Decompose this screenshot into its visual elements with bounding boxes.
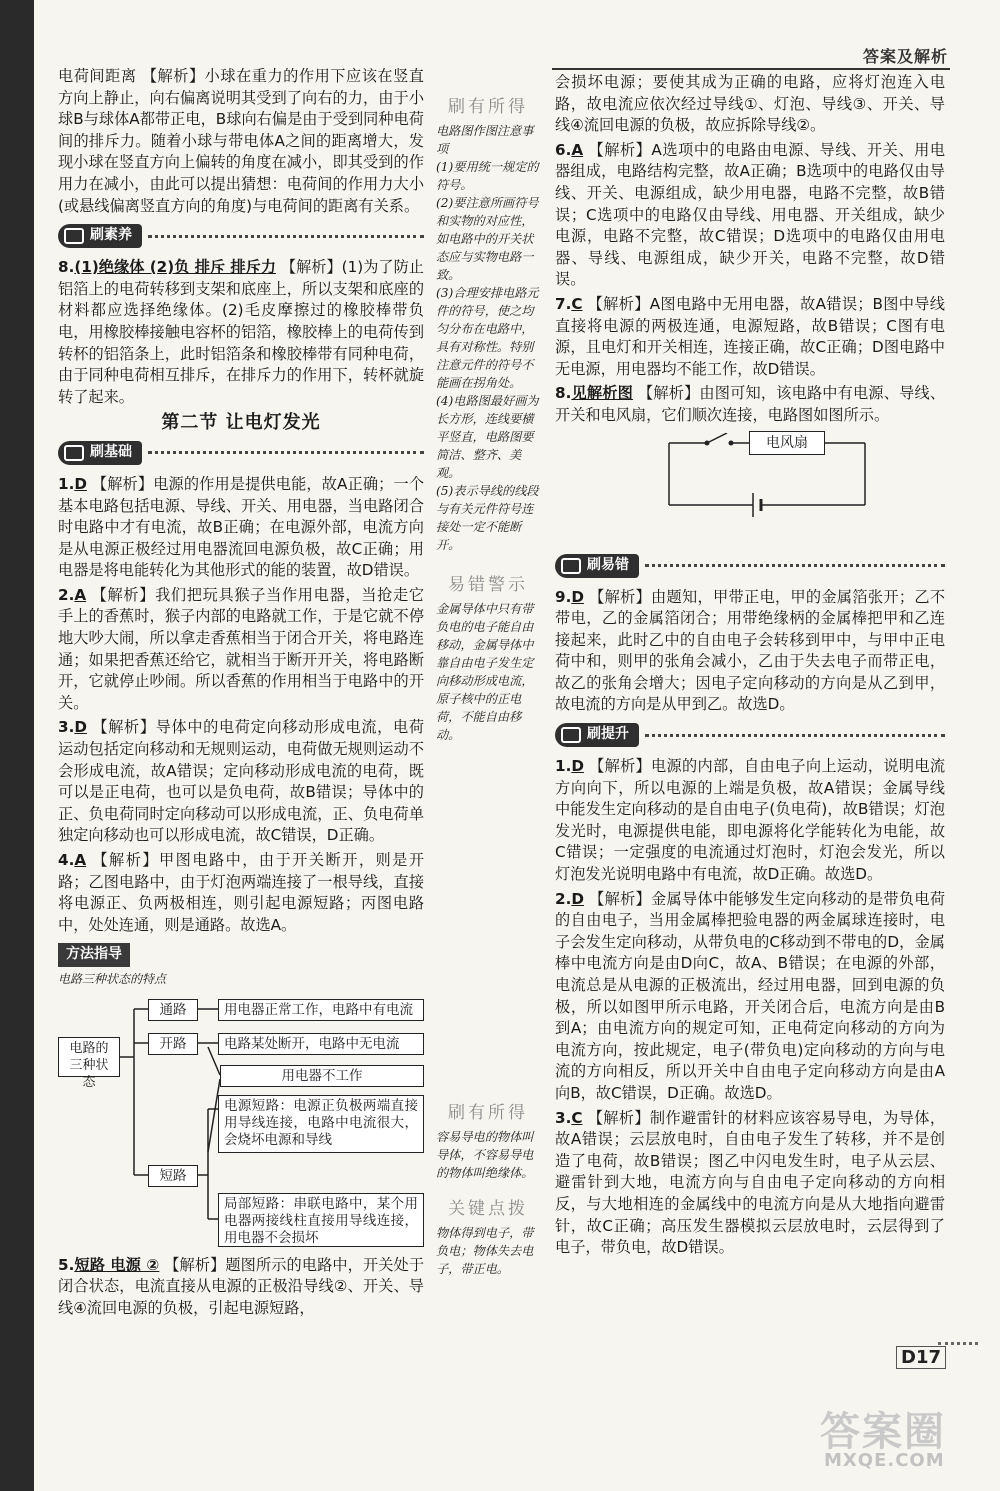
right-column <box>555 72 945 1262</box>
question-r3: 3.C 【解析】制作避雷针的材料应该容易导电，为导体，故A错误；云层放电时，自由电子发生了转移，并不是创造了电荷，故B错误；图乙中闪电发生时，电子从云层、避雷针到大地，电流方向与自由电子定向移动的方向相反，与大地相连的金属线中的电流方向是从大地指向避雷针，故C正确；高压发生器模拟云层放电时，云层得到了电子，带负电，故D错误。 <box>555 1108 946 1257</box>
book-icon <box>64 445 84 461</box>
paragraph-intro: 电荷间距离 【解析】小球在重力的作用下应该在竖直方向上静止，向右偏离说明其受到了向右的力，由于小球B与球体A都带正电，B球向右偏是由于受到同种电荷间的排斥力。随着小球与带电体A之间的距离增大，发现小球在竖直方向上偏转的角度在减小，即其受到的作用力在减小，由此可以提出猜想：电荷间的作用力大小(或悬线偏离竖直方向的角度)与电荷间的距离有关系。 <box>58 67 424 215</box>
watermark-url: MXQE.COM <box>824 1450 945 1471</box>
diagram-power-short: 电源短路：电源正负极两端直接用导线连接，电路中电流很大，会烧坏电源和导线 <box>218 1095 424 1153</box>
side-heading-key-points: 关键点拨 <box>448 1199 528 1219</box>
side-note: (4)电路图最好画为长方形，连线要横平竖直，电路图要简洁、整齐、美观。 <box>436 394 539 480</box>
circuit-states-diagram <box>58 997 424 1247</box>
question-5: 5.短路 电源 ② 【解析】题图所示的电路中，开关处于闭合状态，电流直接从电源的正极沿导线②、开关、导线④流回电源的负极，引起电源短路， <box>58 1255 425 1317</box>
diagram-root: 电路的三种状态 <box>58 1037 120 1077</box>
section-title: 第二节 让电灯发光 <box>161 412 321 434</box>
diagram-duanlu: 短路 <box>148 1165 198 1187</box>
header-title: 答案及解析 <box>862 47 948 66</box>
dotted-rule <box>148 451 424 454</box>
side-note: (1)要用统一规定的符号。 <box>436 160 539 192</box>
question-6: 6.A 【解析】A选项中的电路由电源、导线、开关、用电器组成，电路结构完整，故A正确；B选项中的电路仅由导线、开关、电源组成，缺少用电器，电路不完整，故B错误；C选项中的电路仅由导线、用电器、开关组成，缺少电源，电路不完整，故C错误；D选项中的电路仅由用电器、导线、电源组成，缺少开关，电路不完整，故D错误。 <box>555 140 946 289</box>
question-9: 9.D 【解析】由题知，甲带正电，甲的金属箔张开；乙不带电，乙的金属箔闭合；用带绝缘柄的金属棒把甲和乙连接起来，此时乙中的自由电子会转移到甲中，与甲中正电荷中和，则甲的张角会减小，乙由于失去电子而带正电，故乙的张角会增大；因电子定向移动的方向是从乙到甲，故电流的方向是从甲到乙。故选D。 <box>555 587 946 714</box>
question-8: 8.(1)绝缘体 (2)负 排斥 排斥力 【解析】(1)为了防止铝箔上的电荷转移到支架和底座上，所以支架和底座的材料都应选择绝缘体。(2)毛皮摩擦过的橡胶棒带负电，用橡胶棒接触电容杯的铝箔，橡胶棒上的电荷传到转杯的铝箔条上，此时铝箔条和橡胶棒带有同种电荷，由于同种电荷相互排斥，在排斥力的作用下，转杯就旋转了起来。 <box>58 258 424 406</box>
diagram-local-short: 局部短路：串联电路中，某个用电器两接线柱直接用导线连接，用电器不会损坏 <box>218 1193 424 1247</box>
side-note: 电路图作图注意事项 <box>436 124 534 156</box>
book-icon <box>561 558 581 574</box>
question-r2: 2.D 【解析】金属导体中能够发生定向移动的是带负电荷的自由电子，当用金属棒把验电器的两金属球连接时，电子会发生定向移动，从带负电的C移动到不带电的D，金属棒中电流方向是由D向C，故A、B错误；在电源的外部，电流总是从电源的正极流出，经过用电器，回到电源的负极，所以如图甲所示电路，开关闭合后，电流方向是由B到A；由电流方向的规定可知，正电荷定向移动的方向为电流方向，按此规定，电子(带负电)定向移动的方向与电流的方向相反，所以开关中自由电子定向移动方向是由A向B，故C错误，D正确。故选D。 <box>555 889 946 1102</box>
watermark-logo: 答案圈 <box>820 1409 946 1455</box>
side-heading-warning: 易错警示 <box>448 575 528 595</box>
header-rule <box>552 68 950 70</box>
side-heading-gains-2: 刷有所得 <box>448 1103 528 1123</box>
diagram-tonglu: 通路 <box>148 999 198 1021</box>
binding-spine <box>0 0 34 1491</box>
page-number: D17 <box>896 1346 946 1369</box>
question-8-right: 8.见解析图 【解析】由图可知，该电路中有电源、导线、开关和电风扇，它们顺次连接，电路图如图所示。 <box>555 384 946 424</box>
method-guide-label: 方法指导 <box>58 943 130 967</box>
book-icon <box>561 727 581 743</box>
left-column <box>58 66 424 1322</box>
diagram-kailu-desc: 电路某处断开，电路中无电流 <box>218 1033 424 1055</box>
diagram-no-work: 用电器不工作 <box>220 1065 424 1087</box>
side-note: (2)要注意所画符号和实物的对应性，如电路中的开关状态应与实物电路一致。 <box>436 196 539 282</box>
dotted-rule <box>645 734 945 737</box>
corner-dots <box>938 1342 978 1345</box>
badge-shua-tisheng: 刷提升 <box>555 722 945 748</box>
fan-label: 电风扇 <box>749 431 825 455</box>
dotted-rule <box>645 564 945 567</box>
side-note: (3)合理安排电路元件的符号，使之均匀分布在电路中，具有对称性。特别注意元件的符号不能画在拐角处。 <box>436 286 539 390</box>
switch-symbol <box>707 433 727 443</box>
diagram-tonglu-desc: 用电器正常工作，电路中有电流 <box>218 999 424 1021</box>
paragraph-continued: 会损坏电源；要使其成为正确的电路，应将灯泡连入电路，故电流应依次经过导线①、灯泡、导线③、开关、导线④流回电源的负极，故应拆除导线②。 <box>555 73 945 135</box>
method-guide-subtitle: 电路三种状态的特点 <box>58 971 167 986</box>
question-r1: 1.D 【解析】电源的内部，自由电子向上运动，说明电流方向向下，所以电源的上端是负极，故A错误；金属导线中能发生定向移动的是自由电子(负电荷)，故B错误；灯泡发光时，电源提供电能，即电源将化学能转化为电能，故C错误；一定强度的电流通过灯泡时，灯泡会发光，所以灯泡发光说明电路中有电流，故D正确。故选D。 <box>555 757 946 884</box>
badge-shua-suyang: 刷素养 <box>58 223 424 249</box>
question-4: 4.A 【解析】甲图电路中，由于开关断开，则是开路；乙图电路中，由于灯泡两端连接了一根导线，直接将电源正、负两极相连，则引起电源短路；丙图电路中，处处连通，则是通路。故选A。 <box>58 851 425 934</box>
side-heading-gains: 刷有所得 <box>448 97 528 117</box>
side-note: 物体得到电子，带负电；物体失去电子，带正电。 <box>436 1226 534 1276</box>
badge-shua-yicuo: 刷易错 <box>555 553 945 579</box>
fan-circuit-diagram <box>665 433 935 543</box>
diagram-kailu: 开路 <box>148 1033 198 1055</box>
book-icon <box>64 228 84 244</box>
side-note: 金属导体中只有带负电的电子能自由移动，金属导体中靠自由电子发生定向移动形成电流，原子核中的正电荷，不能自由移动。 <box>436 602 534 742</box>
question-3: 3.D 【解析】导体中的电荷定向移动形成电流，电荷运动包括定向移动和无规则运动，电荷做无规则运动不会形成电流，故A错误；定向移动形成电流的电荷，既可以是正电荷，也可以是负电荷，故B错误；导体中的正、负电荷同时定向移动可以形成电流，正、负电荷单独定向移动也可以形成电流，故C错误，D正确。 <box>58 718 425 845</box>
question-7: 7.C 【解析】A图电路中无用电器，故A错误；B图中导线直接将电源的两极连通，电源短路，故B错误；C图有电源，且电灯和开关相连，连接正确，故C正确；D图电路中无电源，用电器均不能工作，故D错误。 <box>555 294 945 378</box>
side-note: (5)表示导线的线段与有关元件符号连接处一定不能断开。 <box>436 484 539 552</box>
side-notes <box>436 92 540 1278</box>
dotted-rule <box>148 235 424 238</box>
side-note: 容易导电的物体叫导体，不容易导电的物体叫绝缘体。 <box>436 1130 534 1180</box>
badge-shua-jichu: 刷基础 <box>58 440 424 466</box>
question-1: 1.D 【解析】电源的作用是提供电能，故A正确；一个基本电路包括电源、导线、开关、用电器，当电路闭合时电路中才有电流，故B正确；在电源外部，电流方向是从电源正极经过用电器流回电源负极，故C正确；用电器是将电能转化为其他形式的能的装置，故D错误。 <box>58 474 425 580</box>
question-2: 2.A 【解析】我们把玩具猴子当作用电器，当抢走它手上的香蕉时，猴子内部的电路就工作，于是它就不停地大吵大闹，所以拿走香蕉相当于闭合开关，将电路连通；如果把香蕉还给它，就相当于断开开关，将电路断开，它就停止吵闹。所以香蕉的作用相当于电路中的开关。 <box>58 585 425 712</box>
